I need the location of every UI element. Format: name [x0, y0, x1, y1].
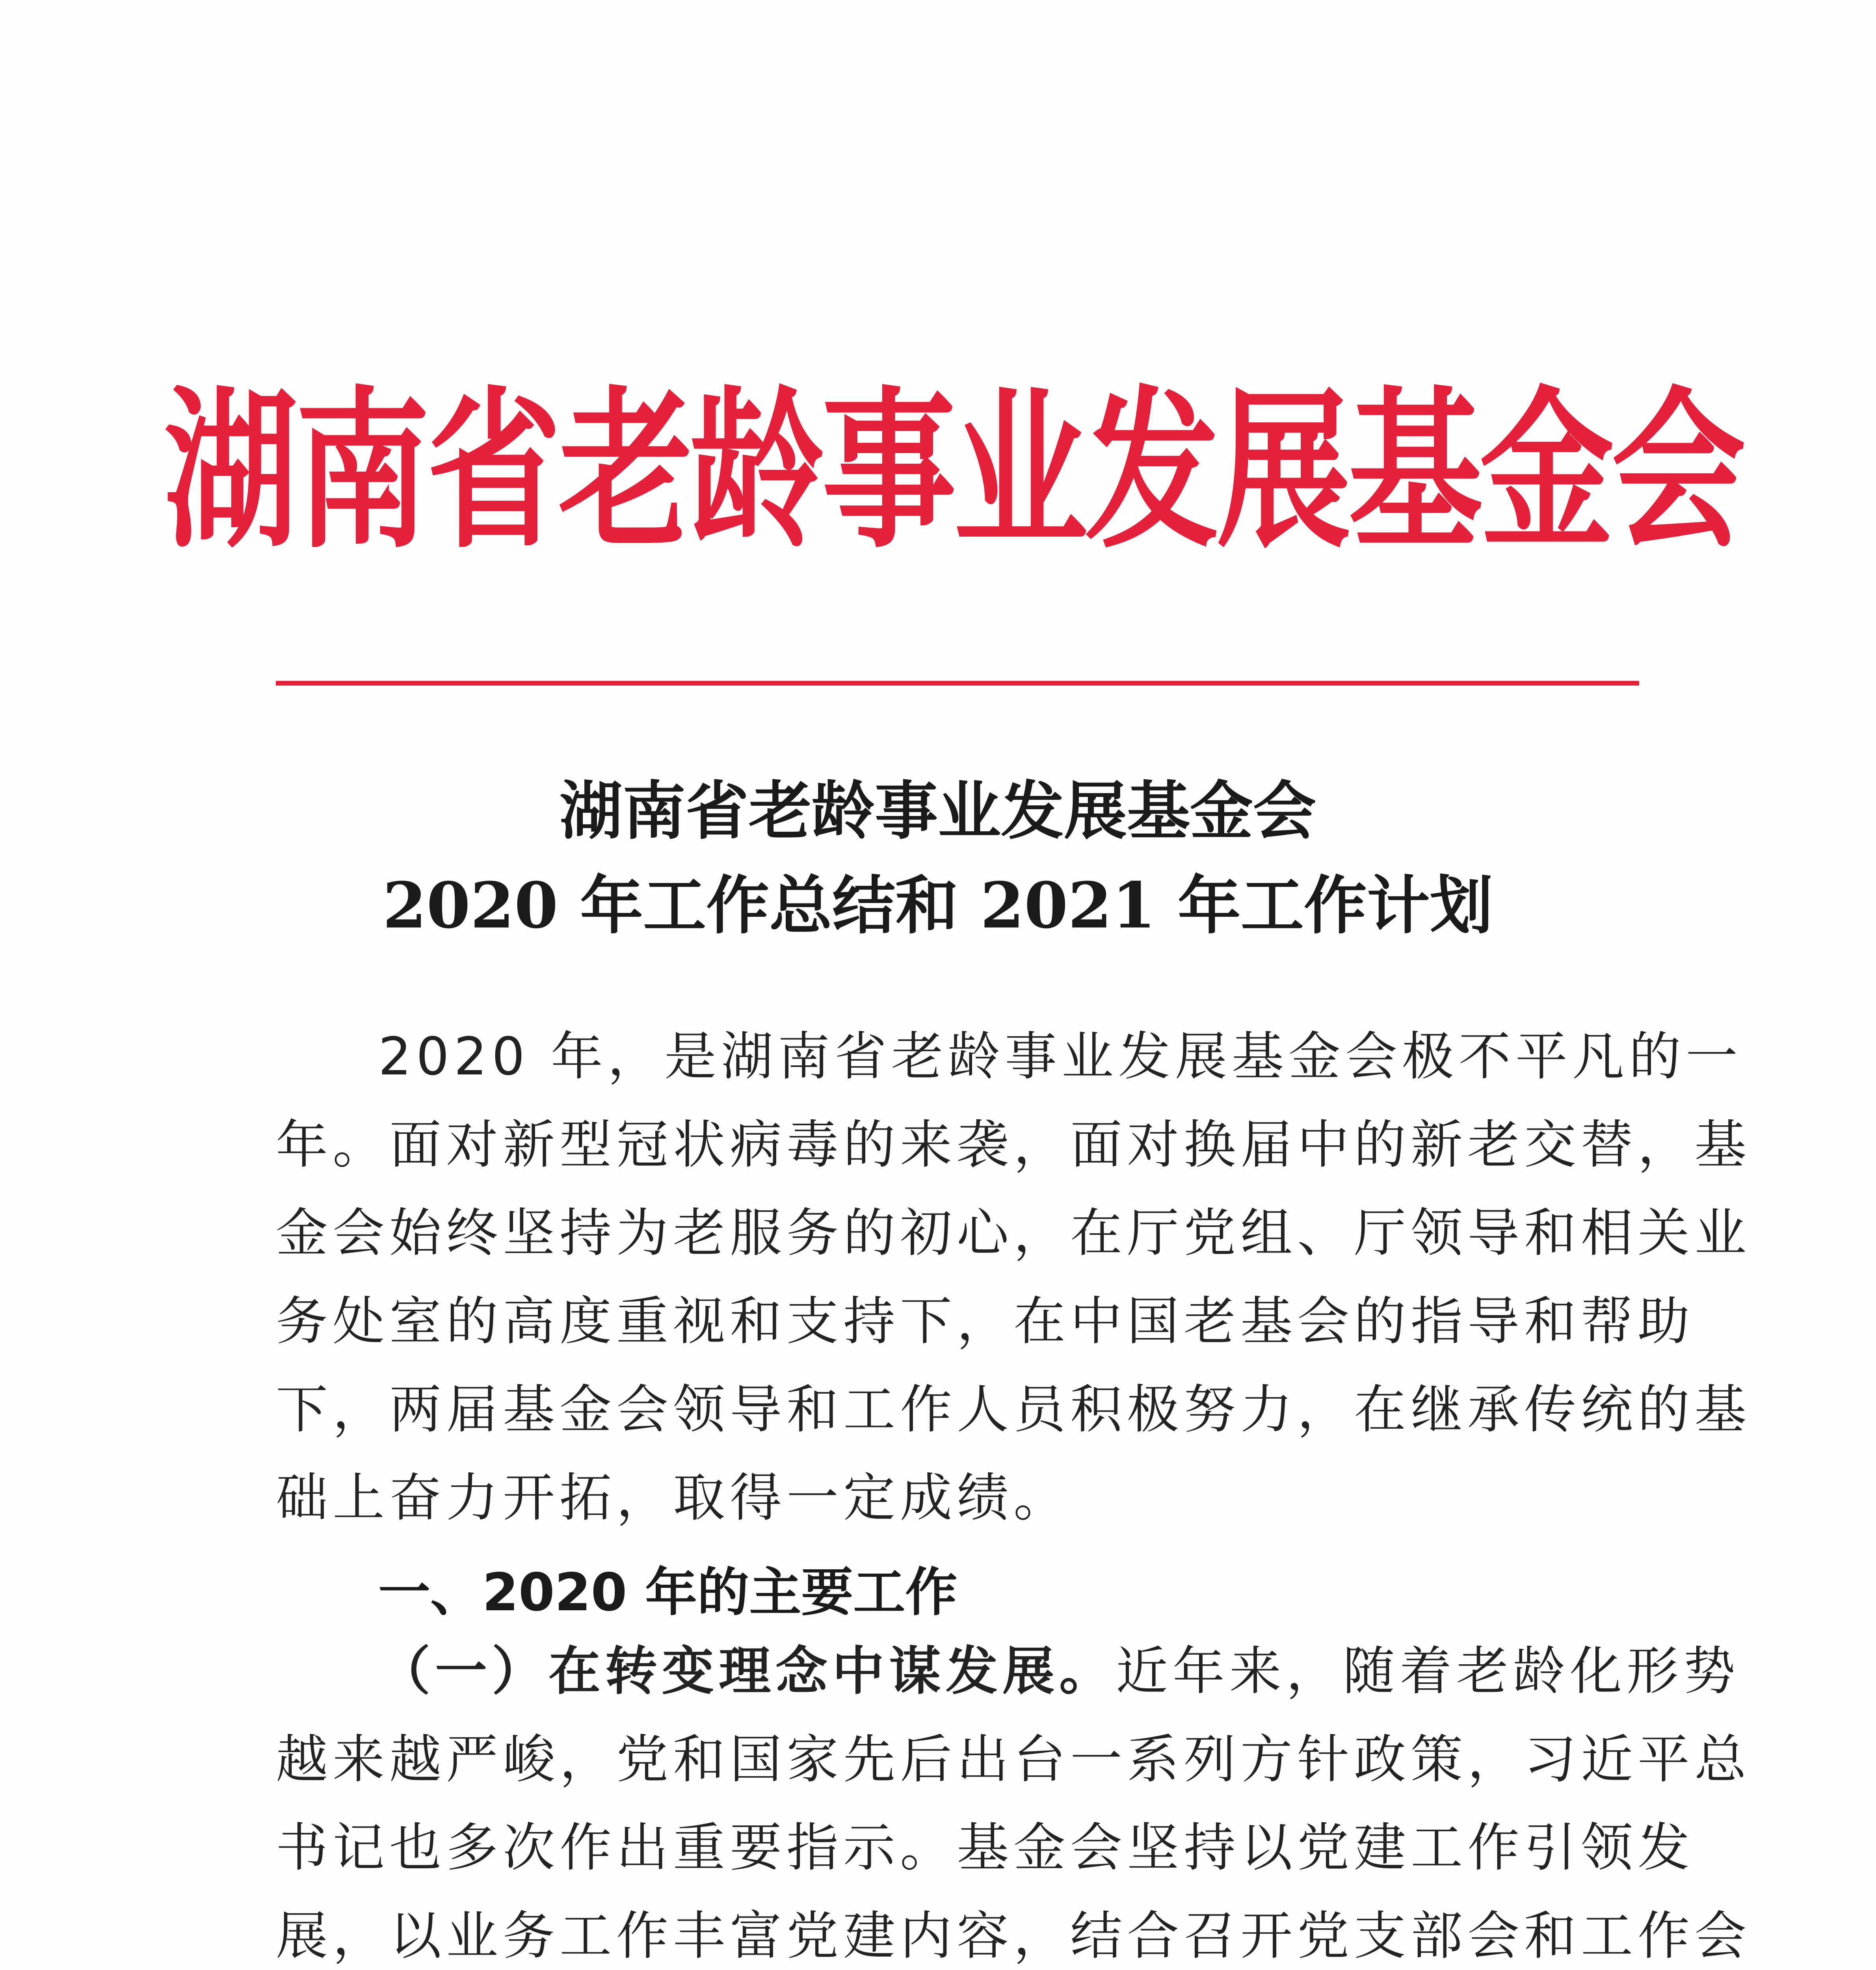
- section-heading: 一、2020 年的主要工作: [378, 1562, 958, 1623]
- document-title-line-2: 2020 年工作总结和 2021 年工作计划: [383, 868, 1493, 942]
- intro-line: 金会始终坚持为老服务的初心，在厅党组、厅领导和相关业: [276, 1203, 1751, 1264]
- intro-line: 2020 年，是湖南省老龄事业发展基金会极不平凡的一: [378, 1026, 1742, 1087]
- intro-paragraph: [276, 1013, 1751, 1542]
- subsection-line: 越来越严峻，党和国家先后出台一系列方针政策，习近平总: [276, 1729, 1751, 1790]
- red-divider-line: [276, 681, 1639, 686]
- subsection-first-line: [276, 1627, 1740, 1715]
- masthead-org-name: 湖南省老龄事业发展基金会: [164, 372, 1743, 572]
- subsection-lead: （一）在转变理念中谋发展。: [378, 1641, 1116, 1702]
- intro-line: 下，两届基金会领导和工作人员积极努力，在继承传统的基: [276, 1379, 1751, 1440]
- document-title-line-1: 湖南省老龄事业发展基金会: [559, 774, 1316, 848]
- subsection-line: 展，以业务工作丰富党建内容，结合召开党支部会和工作会: [276, 1906, 1751, 1966]
- subsection-paragraph: [276, 1627, 1751, 1970]
- subsection-line: 近年来，随着老龄化形势: [1116, 1641, 1740, 1702]
- organization-masthead: [164, 316, 1743, 598]
- intro-line: 础上奋力开拓，取得一定成绩。: [276, 1468, 1070, 1528]
- intro-line: 年。面对新型冠状病毒的来袭，面对换届中的新老交替，基: [276, 1115, 1751, 1175]
- intro-line: 务处室的高度重视和支持下，在中国老基会的指导和帮助: [276, 1291, 1694, 1352]
- subsection-line: 书记也多次作出重要指示。基金会坚持以党建工作引领发: [276, 1818, 1694, 1878]
